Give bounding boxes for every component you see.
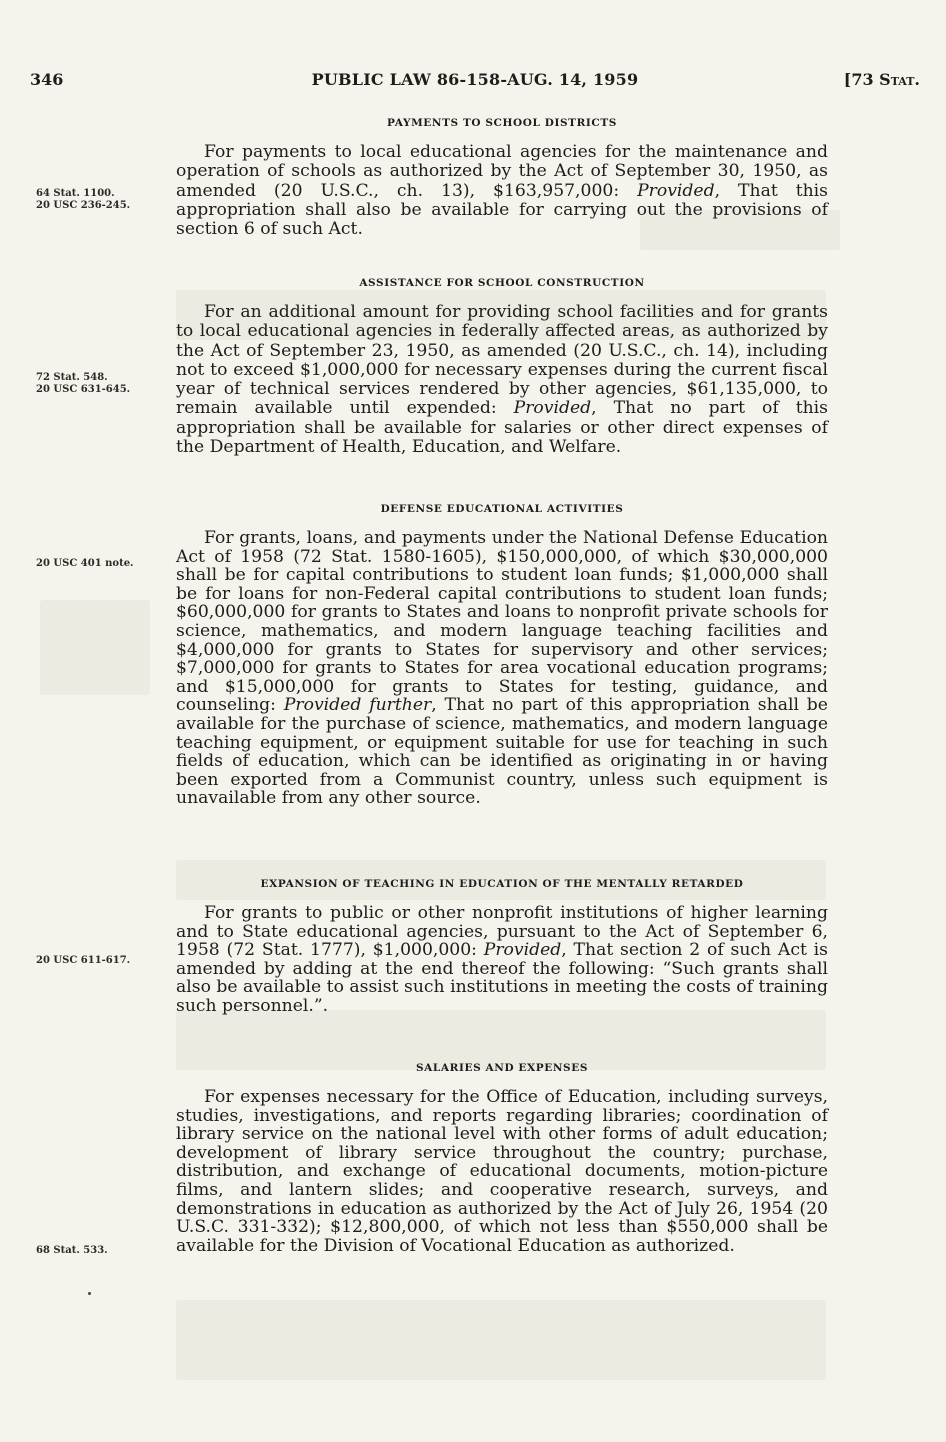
section-body: For payments to local educational agencies for the maintenance and operation of schools as authorized by the Act of September 30, 1950, as amended (20 U.S.C., ch. 13), $163,957,000: Provided, That this appropriation shall also be available for carrying out the provisions of section 6 of such Act. xyxy=(176,142,828,240)
bleed-through-mark xyxy=(176,1300,826,1380)
section-body: For grants, loans, and payments under the National Defense Education Act of 1958 (72 Stat. 1580-1605), $150,000,000, of which $30,000,000 shall be for capital contributions to student loan funds; $1,000,000 shall be for loans for non-Federal capital contributions to student loan funds; $60,000,000 for grants to States and loans to nonprofit private schools for science, mathematics, and modern language teaching facilities and $4,000,000 for grants to States for supervisory and other services; $7,000,000 for grants to States for area vocational education programs; and $15,000,000 for grants to States for testing, guidance, and counseling: Provided further, That no part of this appropriation shall be available for the purchase of science, mathematics, and modern language teaching equipment, or equipment suitable for use for teaching in such fields of education, which can be identified as originating in or having been exported from a Communist country, unless such equipment is unavailable from any other source. xyxy=(176,528,828,809)
page-title: PUBLIC LAW 86-158-AUG. 14, 1959 xyxy=(311,70,639,89)
bleed-through-mark xyxy=(176,1010,826,1070)
section-body: For grants to public or other nonprofit institutions of higher learning and to State educational agencies, pursuant to the Act of September 6, 1958 (72 Stat. 1777), $1,000,000: Provided, That section 2 of such Act is amended by adding at the end thereof the following: “Such grants shall also be available to assist such institutions in meeting the costs of training such personnel.”. xyxy=(176,903,829,1016)
section-body: For expenses necessary for the Office of Education, including surveys, studies, investigations, and reports regarding libraries; coordination of library service on the national level with other forms of adult education; development of library service throughout the country; purchase, distribution, and exchange of educational documents, motion-picture films, and lantern slides; and cooperative research, surveys, and demonstrations in education as authorized by the Act of July 26, 1954 (20 U.S.C. 331-332); $12,800,000, of which not less than $550,000 shall be available for the Division of Vocational Education as authorized. xyxy=(176,1087,828,1256)
section-assistance-for-school-construction xyxy=(176,277,828,457)
section-mentally-retarded-teaching xyxy=(176,878,828,1016)
section-heading: DEFENSE EDUCATIONAL ACTIVITIES xyxy=(380,503,624,515)
margin-citation: 20 USC 611-617. xyxy=(36,955,131,966)
stray-mark xyxy=(88,1292,91,1295)
section-defense-educational-activities xyxy=(176,503,828,808)
margin-citation: 64 Stat. 1100. 20 USC 236-245. xyxy=(36,188,131,211)
page-number: 346 xyxy=(30,70,64,89)
bleed-through-mark xyxy=(40,600,150,695)
page-header xyxy=(30,68,920,96)
margin-citation: 72 Stat. 548. 20 USC 631-645. xyxy=(36,372,131,395)
section-heading: EXPANSION OF TEACHING IN EDUCATION OF THE MENTALLY RETARDED xyxy=(260,878,744,890)
section-salaries-and-expenses xyxy=(176,1062,828,1255)
section-heading: SALARIES AND EXPENSES xyxy=(415,1062,589,1074)
margin-citation: 20 USC 401 note. xyxy=(36,558,134,569)
section-heading: PAYMENTS TO SCHOOL DISTRICTS xyxy=(387,117,617,129)
margin-citation: 68 Stat. 533. xyxy=(36,1245,108,1256)
statute-volume: [73 Stat. xyxy=(843,70,920,89)
section-heading: ASSISTANCE FOR SCHOOL CONSTRUCTION xyxy=(359,277,645,289)
section-payments-to-school-districts xyxy=(176,117,828,239)
section-body: For an additional amount for providing school facilities and for grants to local educational agencies in federally affected areas, as authorized by the Act of September 23, 1950, as amended (20 U.S.C., ch. 14), including not to exceed $1,000,000 for necessary expenses during the current fiscal year of technical services rendered by other agencies, $61,135,000, to remain available until expended: Provided, That no part of this appropriation shall be available for salaries or other direct expenses of the Department of Health, Education, and Welfare. xyxy=(176,302,828,458)
